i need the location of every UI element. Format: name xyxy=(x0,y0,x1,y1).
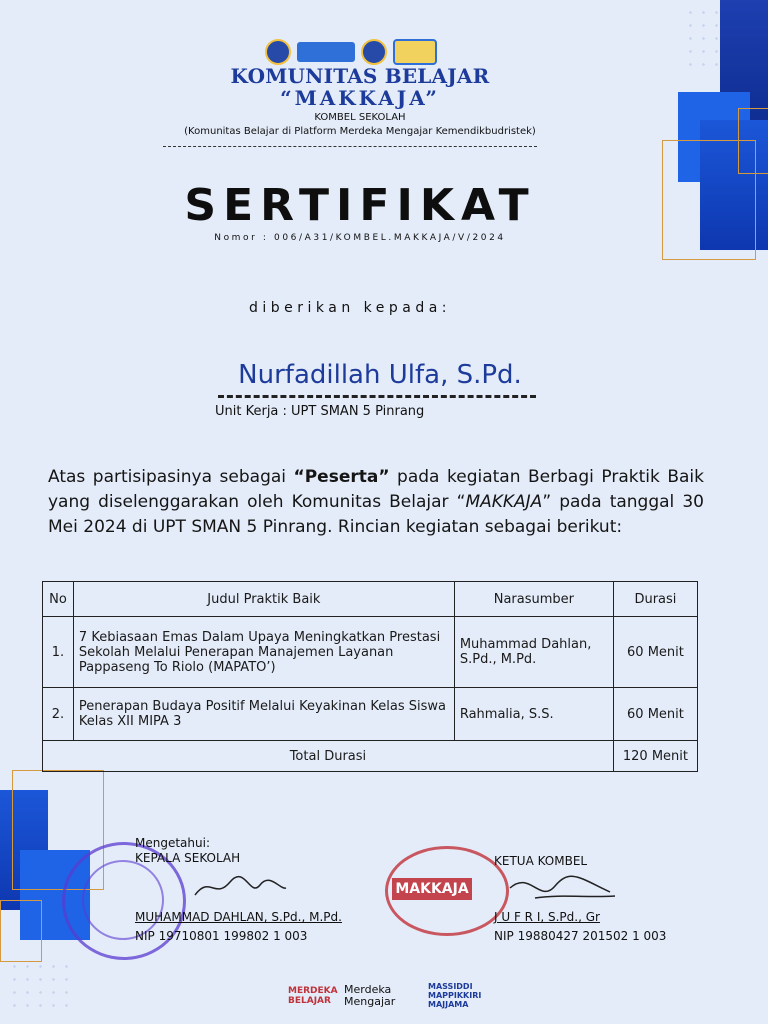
column-header: Durasi xyxy=(613,582,697,617)
footer-logos xyxy=(288,982,480,1009)
certificate-title: SERTIFIKAT xyxy=(184,180,536,231)
signature-scribble-left xyxy=(190,870,290,904)
region-emblem-icon xyxy=(361,39,387,65)
sig-left-line2: KEPALA SEKOLAH xyxy=(135,851,241,865)
kombel-leader-name: J U F R I, S.Pd., Gr xyxy=(494,910,600,924)
kombel-subtitle: (Komunitas Belajar di Platform Merdeka Mengajar Kemendikbudristek) xyxy=(184,126,536,137)
column-header: No xyxy=(43,582,74,617)
table-total-row xyxy=(43,741,698,772)
merdeka-mengajar-logo: Merdeka Mengajar xyxy=(344,982,396,1008)
paragraph-text: ” pada tanggal 30 Mei 2024 di UPT SMAN 5 Pinrang. Rincian kegiatan sebagai berikut: xyxy=(48,492,704,537)
header-logos xyxy=(265,38,455,66)
org-subname: “MAKKAJA” xyxy=(280,86,440,110)
row-duration: 60 Menit xyxy=(613,617,697,688)
column-header: Narasumber xyxy=(454,582,613,617)
recipient-unit: Unit Kerja : UPT SMAN 5 Pinrang xyxy=(215,404,425,419)
sekolah-penggerak-logo-icon xyxy=(297,42,355,62)
given-to-label: diberikan kepada: xyxy=(248,300,452,316)
paragraph-text: Atas partisipasinya sebagai xyxy=(48,467,294,487)
ministry-logo-icon xyxy=(265,39,291,65)
table-row xyxy=(43,617,698,688)
row-number: 2. xyxy=(43,688,74,741)
row-title: 7 Kebiasaan Emas Dalam Upaya Meningkatkan Prestasi Sekolah Melalui Penerapan Manajemen Layanan Pappaseng To Riolo (MAPATO’) xyxy=(73,617,454,688)
decor-frame xyxy=(738,108,768,174)
signature-scribble-right xyxy=(500,868,620,908)
dot-pattern xyxy=(8,960,68,1016)
recipient-underline xyxy=(218,395,536,398)
principal-nip: NIP 19710801 199802 1 003 xyxy=(135,929,308,943)
row-duration: 60 Menit xyxy=(613,688,697,741)
total-value: 120 Menit xyxy=(613,741,697,772)
paragraph-org: MAKKAJA xyxy=(465,492,543,512)
kombel-label: KOMBEL SEKOLAH xyxy=(314,112,406,123)
certificate-number: Nomor : 006/A31/KOMBEL.MAKKAJA/V/2024 xyxy=(214,233,506,243)
school-stamp-inner xyxy=(82,860,164,940)
paragraph-text: pada kegiatan Berbagi Praktik Baik yang diselenggarakan oleh Komunitas Belajar “ xyxy=(48,467,705,512)
decor-frame xyxy=(0,900,42,962)
massiddi-logo: MASSIDDI MAPPIKKIRI MAJJAMA xyxy=(428,982,482,1009)
kombel-leader-nip: NIP 19880427 201502 1 003 xyxy=(494,929,667,943)
row-speaker: Muhammad Dahlan, S.Pd., M.Pd. xyxy=(454,617,613,688)
row-speaker: Rahmalia, S.S. xyxy=(454,688,613,741)
school-logo-icon xyxy=(393,39,437,65)
header-divider xyxy=(163,146,537,147)
signature-right-title: KETUA KOMBEL xyxy=(494,854,588,868)
total-label: Total Durasi xyxy=(43,741,614,772)
merdeka-belajar-logo: MERDEKA BELAJAR xyxy=(288,985,338,1006)
sig-left-line1: Mengetahui: xyxy=(135,836,210,850)
activity-table xyxy=(42,581,698,772)
recipient-name: Nurfadillah Ulfa, S.Pd. xyxy=(238,360,522,390)
table-row xyxy=(43,688,698,741)
kombel-stamp-text: MAKKAJA xyxy=(392,878,472,900)
org-name: KOMUNITAS BELAJAR xyxy=(230,64,490,88)
row-title: Penerapan Budaya Positif Melalui Keyakinan Kelas Siswa Kelas XII MIPA 3 xyxy=(73,688,454,741)
principal-name: MUHAMMAD DAHLAN, S.Pd., M.Pd. xyxy=(135,910,342,924)
column-header: Judul Praktik Baik xyxy=(73,582,454,617)
row-number: 1. xyxy=(43,617,74,688)
description-paragraph xyxy=(48,465,704,540)
signature-left xyxy=(135,836,375,866)
paragraph-role: “Peserta” xyxy=(293,467,390,487)
table-header-row xyxy=(43,582,698,617)
